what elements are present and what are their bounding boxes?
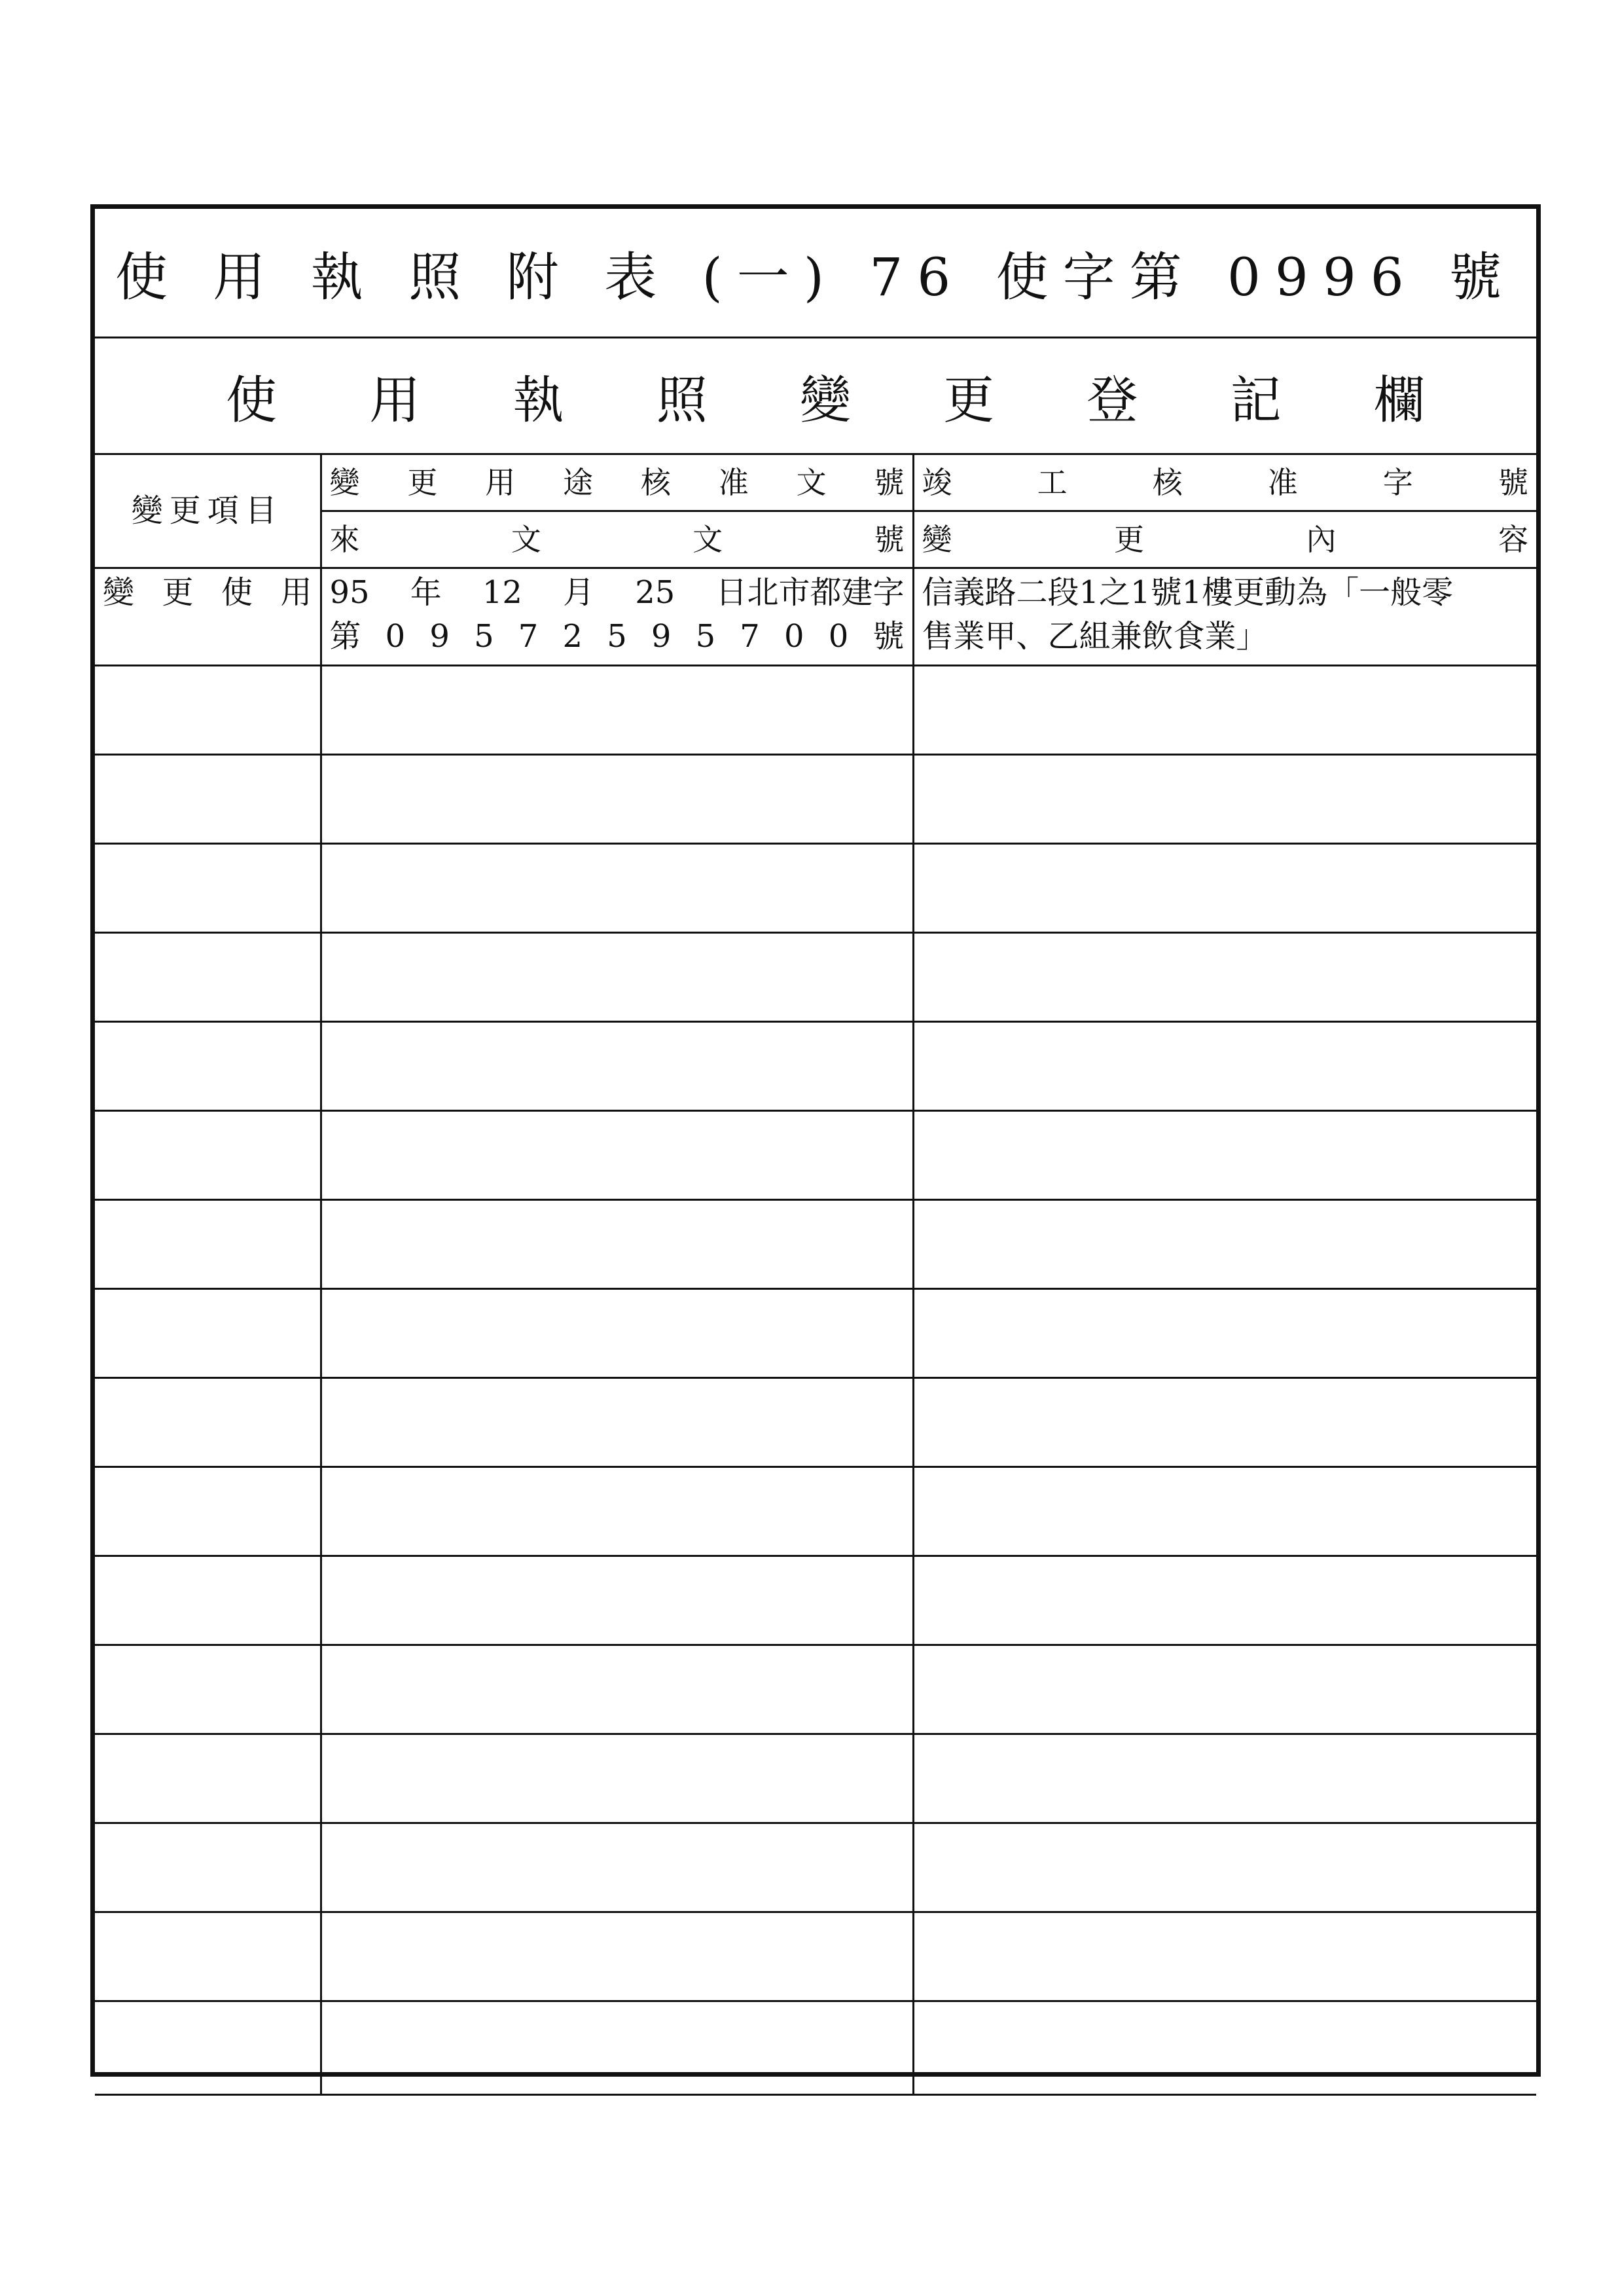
entry-approval-number <box>321 568 913 666</box>
content-line-1: 信義路二段1之1號1樓更動為「一般零 <box>922 574 1454 611</box>
table-cell <box>913 1378 1536 1467</box>
content-line-2: 售業甲、乙組兼飲食業」 <box>922 617 1268 655</box>
table-cell <box>913 1022 1536 1111</box>
table-cell-char: 用 <box>485 464 516 500</box>
table-cell-char: 來 <box>329 521 360 557</box>
table-cell-char: 5 <box>607 617 627 655</box>
section-heading <box>95 359 1536 433</box>
table-cell-char: 12 <box>482 574 522 611</box>
change-register-table <box>95 455 1536 2096</box>
table-cell-char: 容 <box>1498 521 1528 557</box>
table-cell <box>913 666 1536 755</box>
title-row <box>95 209 1536 338</box>
table-cell-char: 0 <box>784 617 804 655</box>
table-cell-char: 年 <box>410 574 442 611</box>
table-cell-char: 更 <box>162 574 194 611</box>
table-cell <box>321 1111 913 1200</box>
section-heading-char: 欄 <box>1373 371 1425 430</box>
table-cell <box>913 844 1536 933</box>
table-cell-char: 核 <box>1152 464 1183 500</box>
table-cell-char: 文 <box>692 521 723 557</box>
table-row <box>95 1289 1536 1378</box>
table-cell <box>913 755 1536 844</box>
table-cell <box>95 1645 321 1734</box>
table-cell-char: 工 <box>1037 464 1068 500</box>
table-cell-char: 變 <box>922 521 952 557</box>
table-cell <box>95 1111 321 1200</box>
table-cell-char: 5 <box>474 617 494 655</box>
table-cell <box>913 1289 1536 1378</box>
table-cell <box>321 755 913 844</box>
table-row <box>95 1823 1536 1912</box>
table-cell <box>321 1912 913 2001</box>
header-incoming-document-number <box>321 511 913 568</box>
table-cell-char: 變 <box>329 464 360 500</box>
table-cell <box>321 844 913 933</box>
section-heading-char: 登 <box>1087 371 1138 430</box>
table-cell <box>95 666 321 755</box>
table-row <box>95 1467 1536 1556</box>
table-cell <box>321 2001 913 2095</box>
license-annex-sheet <box>90 204 1541 2077</box>
table-cell-char: 日北市都建字 <box>715 574 905 611</box>
table-cell <box>321 1200 913 1289</box>
header-completion-number <box>913 455 1536 511</box>
header-change-item: 變更項目 <box>95 455 321 568</box>
table-row <box>95 844 1536 933</box>
table-cell <box>913 1467 1536 1556</box>
table-cell-char: 用 <box>280 574 312 611</box>
table-cell <box>913 1200 1536 1289</box>
table-cell <box>95 1556 321 1645</box>
table-row <box>95 1556 1536 1645</box>
table-cell <box>321 933 913 1022</box>
table-cell <box>95 2001 321 2095</box>
table-cell <box>321 1823 913 1912</box>
table-cell <box>95 844 321 933</box>
table-cell-char: 0 <box>385 617 406 655</box>
table-cell-char: 9 <box>651 617 672 655</box>
entry-change-content <box>913 568 1536 666</box>
table-cell-char: 號 <box>874 464 905 500</box>
table-cell-char: 字 <box>1382 464 1413 500</box>
table-cell-char: 更 <box>407 464 438 500</box>
table-cell <box>321 1556 913 1645</box>
table-cell-char: 2 <box>562 617 583 655</box>
table-row <box>95 2001 1536 2095</box>
table-cell-char: 使 <box>221 574 253 611</box>
table-cell <box>95 1200 321 1289</box>
table-cell <box>95 1734 321 1823</box>
table-cell <box>95 1289 321 1378</box>
table-cell-char: 5 <box>695 617 716 655</box>
table-cell <box>913 1645 1536 1734</box>
table-cell <box>321 1378 913 1467</box>
table-cell <box>913 1556 1536 1645</box>
table-cell <box>913 1111 1536 1200</box>
table-cell-char: 95 <box>329 574 370 611</box>
table-row <box>95 568 1536 666</box>
table-cell <box>321 1289 913 1378</box>
table-cell <box>95 1378 321 1467</box>
table-cell <box>913 1912 1536 2001</box>
table-row <box>95 1111 1536 1200</box>
table-row <box>95 1022 1536 1111</box>
table-row <box>95 1734 1536 1823</box>
table-cell <box>321 666 913 755</box>
table-cell <box>913 1734 1536 1823</box>
table-row <box>95 933 1536 1022</box>
table-row <box>95 1912 1536 2001</box>
table-row <box>95 1378 1536 1467</box>
section-heading-char: 使 <box>226 371 278 430</box>
table-row <box>95 1645 1536 1734</box>
table-cell <box>95 1912 321 2001</box>
entry-change-item <box>95 568 321 666</box>
table-cell-char: 變 <box>103 574 135 611</box>
section-heading-char: 用 <box>369 371 421 430</box>
table-cell-char: 25 <box>635 574 675 611</box>
table-cell <box>913 2001 1536 2095</box>
table-row <box>95 755 1536 844</box>
table-cell-char: 月 <box>563 574 595 611</box>
table-cell <box>95 1467 321 1556</box>
table-cell <box>95 755 321 844</box>
table-cell <box>321 1467 913 1556</box>
table-cell-char: 更 <box>1114 521 1144 557</box>
table-cell <box>95 1022 321 1111</box>
section-heading-char: 照 <box>656 371 708 430</box>
table-cell <box>913 1823 1536 1912</box>
table-cell-char: 內 <box>1306 521 1337 557</box>
header-change-content <box>913 511 1536 568</box>
table-cell-char: 0 <box>828 617 849 655</box>
subtitle-row <box>95 338 1536 455</box>
document-title: 使 用 執 照 附 表 (一) 76 使字第 0996 號 <box>115 247 1517 308</box>
table-cell-char: 准 <box>718 464 749 500</box>
table-cell-char: 第 <box>329 617 361 655</box>
section-heading-char: 變 <box>799 371 851 430</box>
table-cell-char: 號 <box>872 617 905 655</box>
table-cell-char: 號 <box>874 521 905 557</box>
table-row <box>95 666 1536 755</box>
table-cell <box>913 933 1536 1022</box>
table-cell-char: 9 <box>429 617 450 655</box>
table-cell-char: 7 <box>740 617 760 655</box>
table-cell-char: 核 <box>640 464 671 500</box>
table-cell <box>321 1645 913 1734</box>
table-cell-char: 竣 <box>922 464 952 500</box>
table-cell-char: 准 <box>1267 464 1298 500</box>
table-row <box>95 1200 1536 1289</box>
table-cell-char: 文 <box>796 464 827 500</box>
section-heading-char: 記 <box>1230 371 1282 430</box>
table-cell <box>95 933 321 1022</box>
table-cell-char: 途 <box>563 464 594 500</box>
table-cell <box>321 1022 913 1111</box>
section-heading-char: 執 <box>512 371 564 430</box>
table-cell-char: 7 <box>518 617 539 655</box>
header-approval-number <box>321 455 913 511</box>
table-cell <box>95 1823 321 1912</box>
table-cell <box>321 1734 913 1823</box>
section-heading-char: 更 <box>943 371 995 430</box>
table-cell-char: 文 <box>511 521 541 557</box>
table-cell-char: 號 <box>1498 464 1528 500</box>
